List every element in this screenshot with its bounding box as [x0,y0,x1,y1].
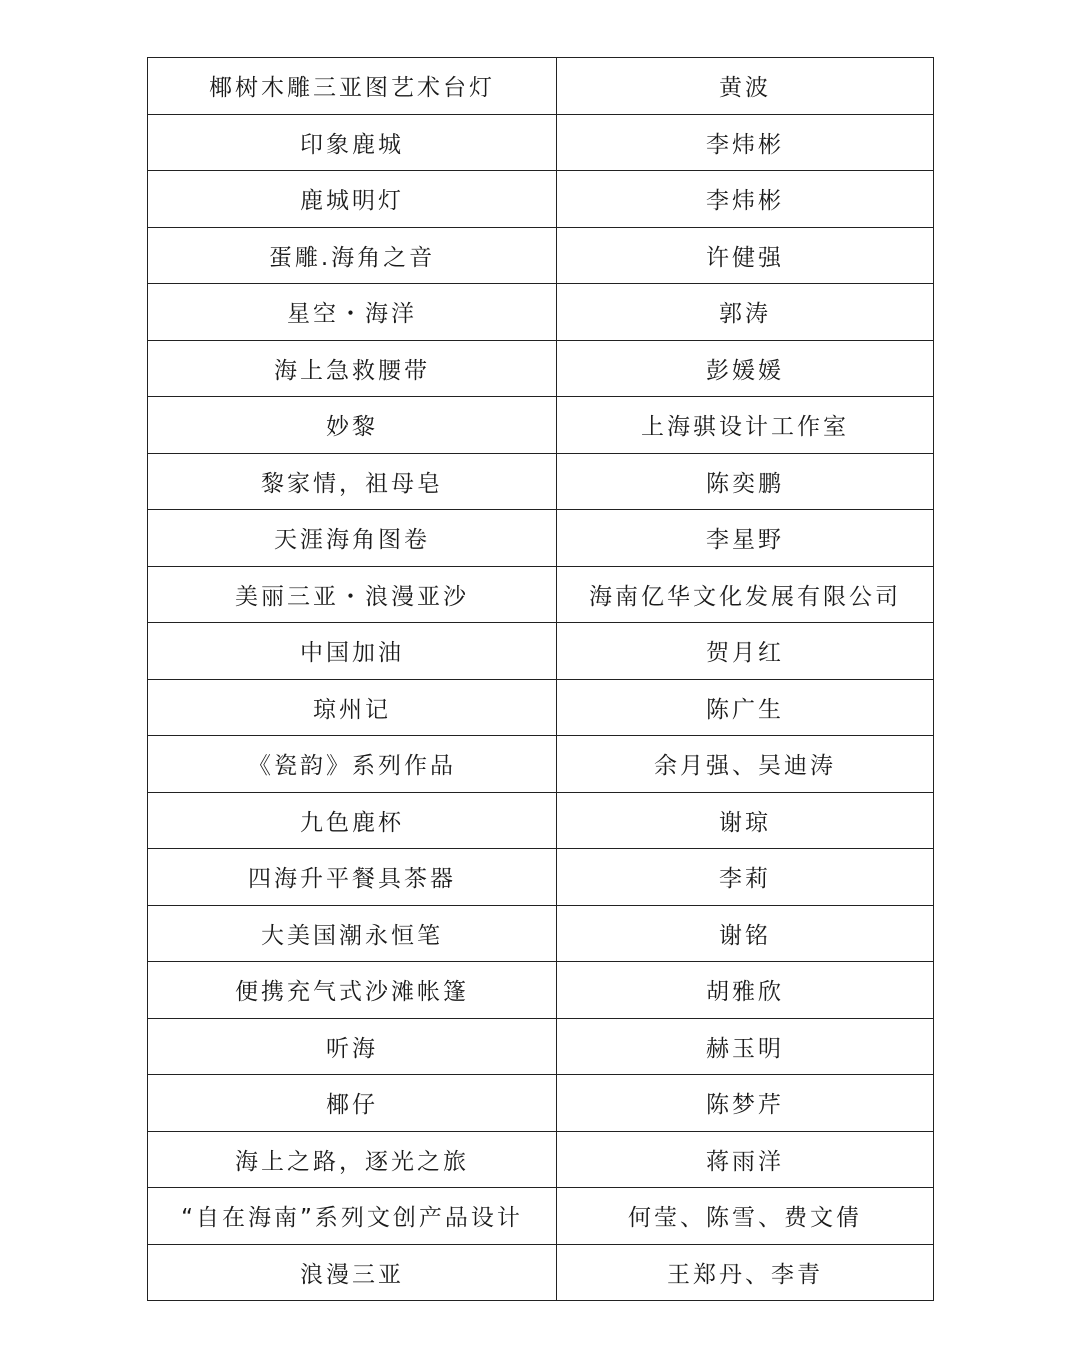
table-row [148,397,934,454]
table-row [148,1075,934,1132]
table-row [148,1188,934,1245]
work-title-cell: 《瓷韵》系列作品 [148,736,557,793]
author-cell: 何莹、陈雪、费文倩 [557,1188,934,1245]
table-body [148,58,934,1301]
author-cell: 谢琼 [557,792,934,849]
table-row [148,679,934,736]
work-title-cell: 便携充气式沙滩帐篷 [148,962,557,1019]
table-row [148,792,934,849]
author-cell: 黄波 [557,58,934,115]
work-title-cell: 中国加油 [148,623,557,680]
table-row [148,510,934,567]
work-title-cell: 海上急救腰带 [148,340,557,397]
author-cell: 李莉 [557,849,934,906]
author-cell: 陈广生 [557,679,934,736]
author-cell: 王郑丹、李青 [557,1244,934,1301]
work-title-cell: 星空・海洋 [148,284,557,341]
table-row [148,1131,934,1188]
work-title-cell: 九色鹿杯 [148,792,557,849]
work-title-cell: 天涯海角图卷 [148,510,557,567]
table-row [148,171,934,228]
author-cell: 彭媛媛 [557,340,934,397]
author-cell: 郭涛 [557,284,934,341]
work-title-cell: 黎家情，祖母皂 [148,453,557,510]
author-cell: 海南亿华文化发展有限公司 [557,566,934,623]
author-cell: 李炜彬 [557,171,934,228]
author-cell: 陈梦芹 [557,1075,934,1132]
work-title-cell: 琼州记 [148,679,557,736]
work-title-cell: 美丽三亚・浪漫亚沙 [148,566,557,623]
work-title-cell: 妙黎 [148,397,557,454]
table-row [148,340,934,397]
work-title-cell: 浪漫三亚 [148,1244,557,1301]
table-row [148,1244,934,1301]
author-cell: 陈奕鹏 [557,453,934,510]
author-cell: 李炜彬 [557,114,934,171]
table-row [148,566,934,623]
table-row [148,227,934,284]
work-title-cell: “自在海南”系列文创产品设计 [148,1188,557,1245]
work-title-cell: 印象鹿城 [148,114,557,171]
table-row [148,284,934,341]
work-title-cell: 四海升平餐具茶器 [148,849,557,906]
author-cell: 余月强、吴迪涛 [557,736,934,793]
author-cell: 赫玉明 [557,1018,934,1075]
awards-table [147,57,934,1301]
work-title-cell: 椰仔 [148,1075,557,1132]
table-row [148,849,934,906]
author-cell: 许健强 [557,227,934,284]
work-title-cell: 鹿城明灯 [148,171,557,228]
author-cell: 李星野 [557,510,934,567]
work-title-cell: 海上之路，逐光之旅 [148,1131,557,1188]
table-row [148,962,934,1019]
work-title-cell: 听海 [148,1018,557,1075]
table-row [148,58,934,115]
work-title-cell: 椰树木雕三亚图艺术台灯 [148,58,557,115]
author-cell: 贺月红 [557,623,934,680]
table-row [148,623,934,680]
author-cell: 胡雅欣 [557,962,934,1019]
work-title-cell: 蛋雕.海角之音 [148,227,557,284]
author-cell: 蒋雨洋 [557,1131,934,1188]
table-row [148,905,934,962]
work-title-cell: 大美国潮永恒笔 [148,905,557,962]
author-cell: 谢铭 [557,905,934,962]
table-row [148,1018,934,1075]
table-row [148,453,934,510]
table-row [148,736,934,793]
table-row [148,114,934,171]
author-cell: 上海骐设计工作室 [557,397,934,454]
